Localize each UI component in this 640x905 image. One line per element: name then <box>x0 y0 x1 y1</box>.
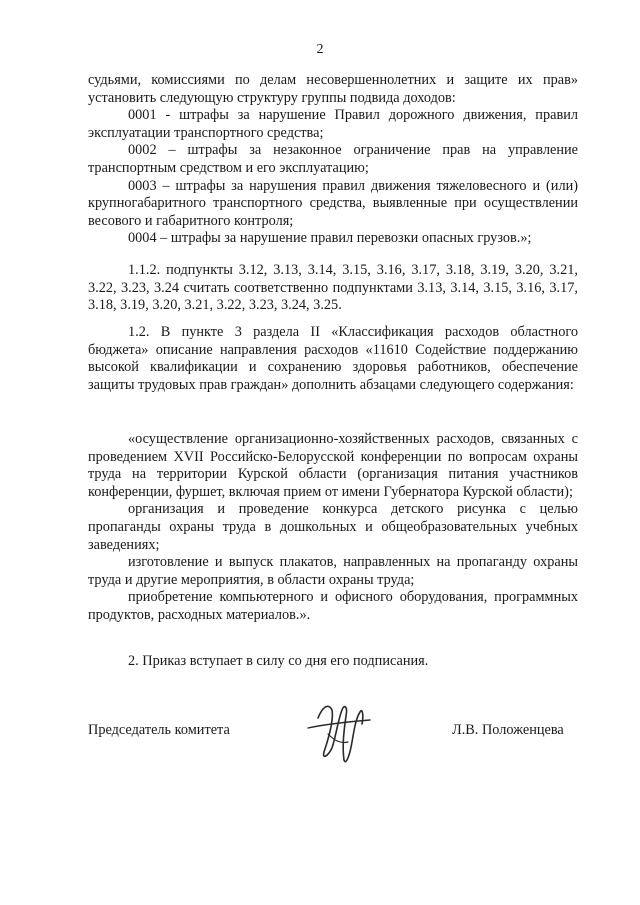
paragraph-conference: «осуществление организационно-хозяйственных расходов, связанных с проведением XVII Российско-Белорусской конференции по вопросам охраны труда на территории Курской области (организация питания участников конференции, фуршет, включая прием от имени Губернатора Курской области); <box>88 431 578 500</box>
section-1-2-block <box>88 324 578 394</box>
signatory-name: Л.В. Положенцева <box>452 722 564 738</box>
paragraph-1-1-2: 1.1.2. подпункты 3.12, 3.13, 3.14, 3.15, 3.16, 3.17, 3.18, 3.19, 3.20, 3.21, 3.22, 3.23, 3.24 считать соответственно подпунктами 3.13, 3.14, 3.15, 3.16, 3.17, 3.18, 3.19, 3.20, 3.21, 3.22, 3.23, 3.24, 3.25. <box>88 262 578 314</box>
paragraph-code-0001: 0001 - штрафы за нарушение Правил дорожного движения, правил эксплуатации транспортного средства; <box>88 107 578 141</box>
signatory-position: Председатель комитета <box>88 722 230 738</box>
paragraph-code-0004: 0004 – штрафы за нарушение правил перевозки опасных грузов.»; <box>128 230 532 247</box>
paragraph-1-2: 1.2. В пункте 3 раздела II «Классификация расходов областного бюджета» описание направления расходов «11610 Содействие поддержанию высокой квалификации и сохранению здоровья работников, обеспечение защиты трудовых прав граждан» дополнить абзацами следующего содержания: <box>88 324 578 393</box>
paragraph-code-0002: 0002 – штрафы за незаконное ограничение прав на управление транспортным средством и его эксплуатацию; <box>88 142 578 176</box>
paragraph-code-0003: 0003 – штрафы за нарушения правил движения тяжеловесного и (или) крупногабаритного транспортного средства, выявленные при осуществлении весового и габаритного контроля; <box>88 177 578 229</box>
paragraph-intro: судьями, комиссиями по делам несовершеннолетних и защите их прав» установить следующую структуру группы подвида доходов: <box>88 72 578 106</box>
subpoints-block <box>88 262 578 315</box>
paragraph-posters: изготовление и выпуск плакатов, направленных на пропаганду охраны труда и другие мероприятия, в области охраны труда; <box>88 554 578 588</box>
page-number: 2 <box>316 42 324 57</box>
income-structure-block <box>88 72 578 248</box>
paragraph-equipment: приобретение компьютерного и офисного оборудования, программных продуктов, расходных материалов.». <box>88 589 578 623</box>
paragraph-contest: организация и проведение конкурса детского рисунка с целью пропаганды охраны труда в дошкольных и общеобразовательных учебных заведениях; <box>88 501 578 553</box>
effective-date-block <box>88 653 578 671</box>
handwritten-signature <box>298 690 388 770</box>
added-paragraphs-block <box>88 431 578 625</box>
paragraph-effective: 2. Приказ вступает в силу со дня его подписания. <box>128 653 429 669</box>
